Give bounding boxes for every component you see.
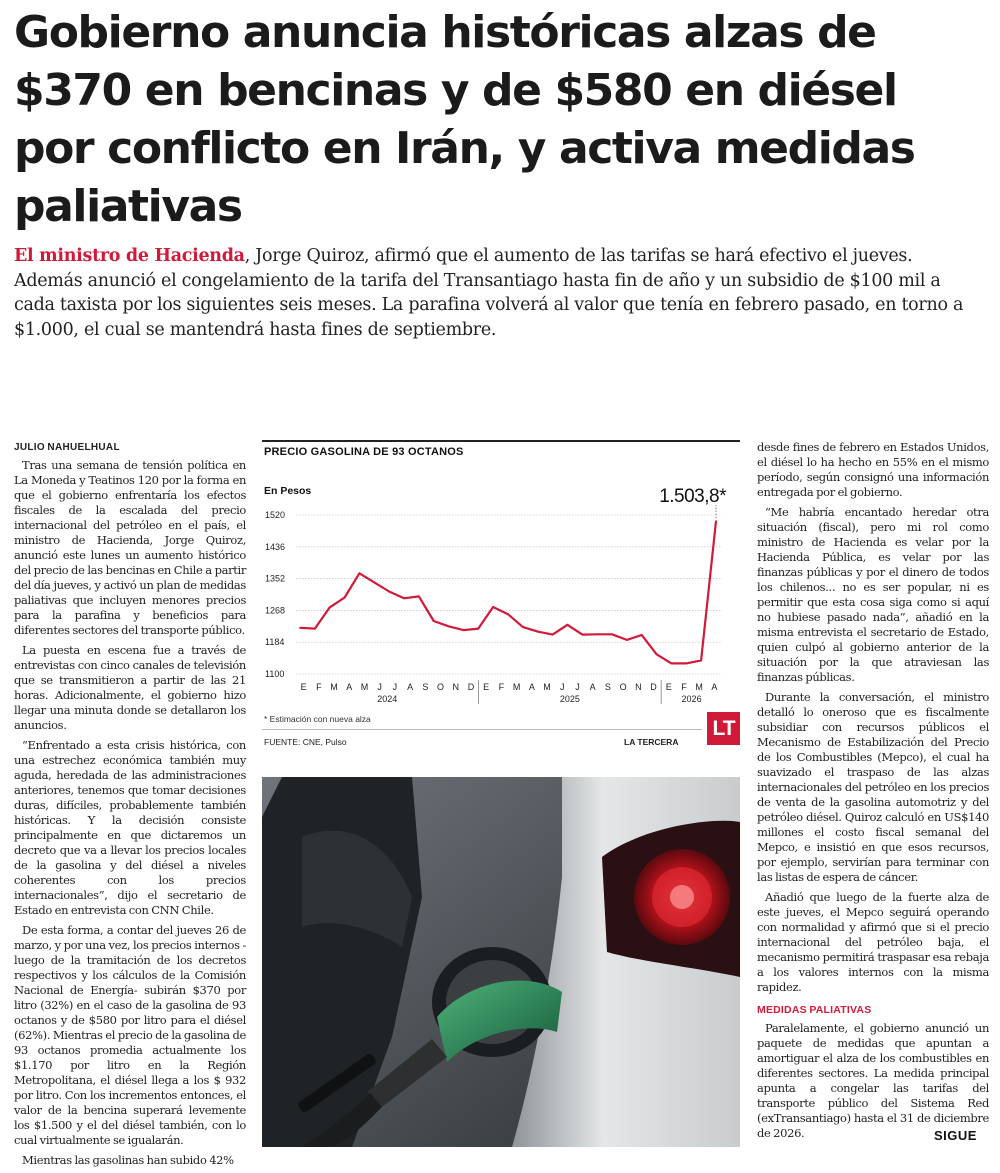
x-tick-label: D bbox=[467, 682, 475, 692]
y-tick-label: 1520 bbox=[265, 510, 286, 520]
x-tick-label: O bbox=[619, 682, 627, 692]
paragraph: desde fines de febrero en Estados Unidos, el diésel lo ha hecho en 55% en el mismo período, según consignó una información entregada por el gobierno. bbox=[757, 440, 989, 499]
x-tick-label: J bbox=[560, 682, 565, 692]
data-point bbox=[359, 572, 361, 574]
x-tick-label: E bbox=[483, 682, 490, 692]
data-point bbox=[433, 620, 435, 622]
paragraph: Durante la conversación, el ministro detalló lo oneroso que es fiscalmente subsidiar con recursos públicos el Mecanismo de Estabilización del Precio de los Combustibles (Mepco), el cual ha suavizado el traspaso de las alzas internacionales del petróleo en los precios de venta de la gasolina automotriz y del petróleo diésel. Quiroz calculó en US$140 millones el costo fiscal semanal del Mepco, e insistió en que esos recursos, por ejemplo, servirían para terminar con las listas de espera de cáncer. bbox=[757, 690, 989, 884]
chart-brand: LA TERCERA bbox=[624, 737, 679, 747]
data-point bbox=[596, 633, 598, 635]
x-tick-label: N bbox=[635, 682, 642, 692]
x-tick-label: A bbox=[407, 682, 414, 692]
x-tick-label: O bbox=[437, 682, 445, 692]
x-tick-label: A bbox=[346, 682, 353, 692]
chart-unit-label: En Pesos bbox=[264, 485, 312, 497]
data-point bbox=[344, 597, 346, 599]
data-point bbox=[685, 663, 687, 665]
data-point bbox=[418, 595, 420, 597]
data-point bbox=[641, 634, 643, 636]
data-point bbox=[299, 627, 301, 629]
paragraph: Añadió que luego de la fuerte alza de este jueves, el Mepco seguirá operando con normalidad y afirmó que si el precio internacional del petróleo baja, el mecanismo permitirá traspasar esa rebaja a los valores internos con la misma rapidez. bbox=[757, 890, 989, 994]
data-point bbox=[403, 597, 405, 599]
paragraph: De esta forma, a contar del jueves 26 de marzo, y por una vez, los precios internos -luego de la tramitación de los decretos respectivos y los cálculos de la Comisión Nacional de Energía- subirán $370 por litro (32%) en el caso de la gasolina de 93 octanos y de $580 por litro para el diésel (62%). Mientras el precio de la gasolina de 93 octanos promedia actualmente los $1.170 por litro en la Región Metropolitana, el diésel llega a los $ 932 por litro. Con los incrementos entonces, el valor de la bencina superará levemente los $1.500 y el del diésel también, con lo cual virtualmente se igualarán. bbox=[14, 923, 246, 1147]
continues-label: SIGUE bbox=[934, 1128, 977, 1143]
last-value-label: 1.503,8* bbox=[659, 486, 726, 508]
data-point bbox=[388, 591, 390, 593]
paragraph: Tras una semana de tensión política en La Moneda y Teatinos 120 por la forma en que el gobierno enfrentaría los efectos fiscales de la escalada del precio internacional del petróleo en el país, el ministro de Hacienda, Jorge Quiroz, anunció este lunes un aumento histórico del precio de las bencinas en Chile a partir del día jueves, y activó un plan de medidas paliativas que incluyen menores precios para la parafina y beneficios para diferentes sectores del transporte público. bbox=[14, 458, 246, 637]
x-tick-label: A bbox=[589, 682, 596, 692]
data-point bbox=[611, 633, 613, 635]
x-tick-label: S bbox=[422, 682, 429, 692]
lead-highlight: El ministro de Hacienda bbox=[14, 246, 245, 266]
data-point bbox=[626, 639, 628, 641]
headline: Gobierno anuncia históricas alzas de $370 en bencinas y de $580 en diésel por conflicto en Irán, y activa medidas paliativas bbox=[14, 7, 915, 232]
paragraph: La puesta en escena fue a través de entrevistas con cinco canales de televisión que se transmitieron a partir de las 21 horas. Adicionalmente, el gobierno hizo llegar una minuta donde se detallaron los anuncios. bbox=[14, 643, 246, 732]
y-tick-label: 1436 bbox=[265, 541, 286, 552]
data-point bbox=[314, 628, 316, 630]
la-tercera-logo-icon: LT bbox=[707, 712, 740, 745]
y-tick-label: 1184 bbox=[265, 637, 285, 648]
data-point bbox=[656, 653, 658, 655]
data-point bbox=[492, 606, 494, 608]
data-point bbox=[522, 626, 524, 628]
y-tick-label: 1100 bbox=[265, 669, 285, 679]
x-tick-label: F bbox=[681, 682, 687, 692]
data-point bbox=[373, 581, 375, 583]
paragraph: “Me habría encantado heredar otra situación (fiscal), pero mi rol como ministro de Hacienda es velar por la Hacienda Pública, es velar por las finanzas públicas y por el dinero de todos los chilenos... no es ser popular, ni es permitir que esta cosa siga como si aquí no hubiese pasado nada”, añadió en la misma entrevista el secretario de Estado, quien culpó al gobierno anterior de la situación por la que atraviesan las finanzas públicas. bbox=[757, 505, 989, 684]
paragraph: Mientras las gasolinas han subido 42% bbox=[22, 1153, 234, 1167]
x-tick-label: E bbox=[665, 682, 672, 692]
chart-source-rule bbox=[262, 729, 702, 730]
x-tick-label: J bbox=[392, 682, 398, 692]
data-point bbox=[671, 663, 673, 665]
x-tick-label: A bbox=[711, 682, 718, 692]
x-tick-label: J bbox=[377, 682, 382, 692]
chart-source: FUENTE: CNE, Pulso bbox=[264, 737, 347, 747]
x-tick-label: M bbox=[543, 682, 551, 692]
data-point bbox=[329, 606, 331, 608]
paragraph: Paralelamente, el gobierno anunció un paquete de medidas que apuntan a amortiguar el alza de los combustibles en diferentes sectores. La medida principal apunta a congelar las tarifas del transporte público del Sistema Red (exTransantiago) hasta el 31 de diciembre de 2026. bbox=[757, 1021, 989, 1140]
chart-note: * Estimación con nueva alza bbox=[264, 714, 371, 724]
y-tick-label: 1352 bbox=[265, 573, 286, 584]
x-tick-label: M bbox=[512, 682, 521, 692]
x-tick-label: M bbox=[360, 682, 369, 692]
x-tick-label: N bbox=[452, 682, 459, 692]
x-tick-label: J bbox=[575, 682, 580, 692]
chart-plot bbox=[262, 440, 740, 712]
data-point bbox=[700, 659, 702, 661]
data-point bbox=[537, 631, 539, 633]
data-point bbox=[448, 625, 450, 627]
article-column-1 bbox=[14, 440, 246, 1173]
article-column-3 bbox=[757, 440, 989, 1146]
x-tick-label: E bbox=[300, 682, 307, 692]
byline: JULIO NAHUELHUAL bbox=[14, 442, 120, 453]
data-point bbox=[581, 634, 583, 636]
year-label: 2025 bbox=[559, 694, 580, 704]
y-tick-label: 1268 bbox=[265, 605, 286, 616]
x-tick-label: S bbox=[604, 682, 611, 692]
x-tick-label: F bbox=[316, 682, 322, 692]
year-label: 2024 bbox=[377, 694, 398, 704]
x-tick-label: M bbox=[695, 682, 703, 692]
lead-paragraph bbox=[14, 244, 974, 342]
chart-title: PRECIO GASOLINA DE 93 OCTANOS bbox=[264, 446, 464, 458]
year-label: 2026 bbox=[681, 694, 702, 704]
x-tick-label: A bbox=[528, 682, 535, 692]
fuel-pump-photo bbox=[262, 777, 740, 1147]
fuel-nozzle-image bbox=[262, 777, 740, 1147]
data-point bbox=[477, 628, 479, 630]
x-tick-label: F bbox=[498, 682, 505, 692]
subhead-medidas-paliativas: MEDIDAS PALIATIVAS bbox=[757, 1004, 872, 1016]
paragraph: “Enfrentado a esta crisis histórica, con una estrechez económica también muy aguda, heredada de las administraciones anteriores, tenemos que tomar decisiones duras, difíciles, probablemente también históricas. Y la decisión consiste principalmente en que dictaremos un decreto que va a llevar los precios locales de la gasolina y del diésel a niveles coherentes con los precios internacionales”, dijo el secretario de Estado en entrevista con CNN Chile. bbox=[14, 738, 246, 917]
x-tick-label: M bbox=[330, 682, 338, 692]
lead-text: , Jorge Quiroz, afirmó que el aumento de las tarifas se hará efectivo el jueves. Además anunció el congelamiento de la tarifa del Transantiago hasta fin de año y un subsidio de $100 mil a cada taxista por los siguientes seis meses. La parafina volverá al valor que tenía en febrero pasado, en torno a $1.000, el cual se mantendrá hasta fines de septiembre. bbox=[14, 246, 964, 340]
data-point bbox=[507, 613, 509, 615]
data-point bbox=[463, 629, 465, 631]
data-point bbox=[567, 624, 569, 626]
data-point bbox=[552, 634, 554, 636]
data-point bbox=[715, 520, 717, 522]
x-tick-label: D bbox=[650, 682, 657, 692]
gasoline-price-chart bbox=[262, 440, 740, 752]
